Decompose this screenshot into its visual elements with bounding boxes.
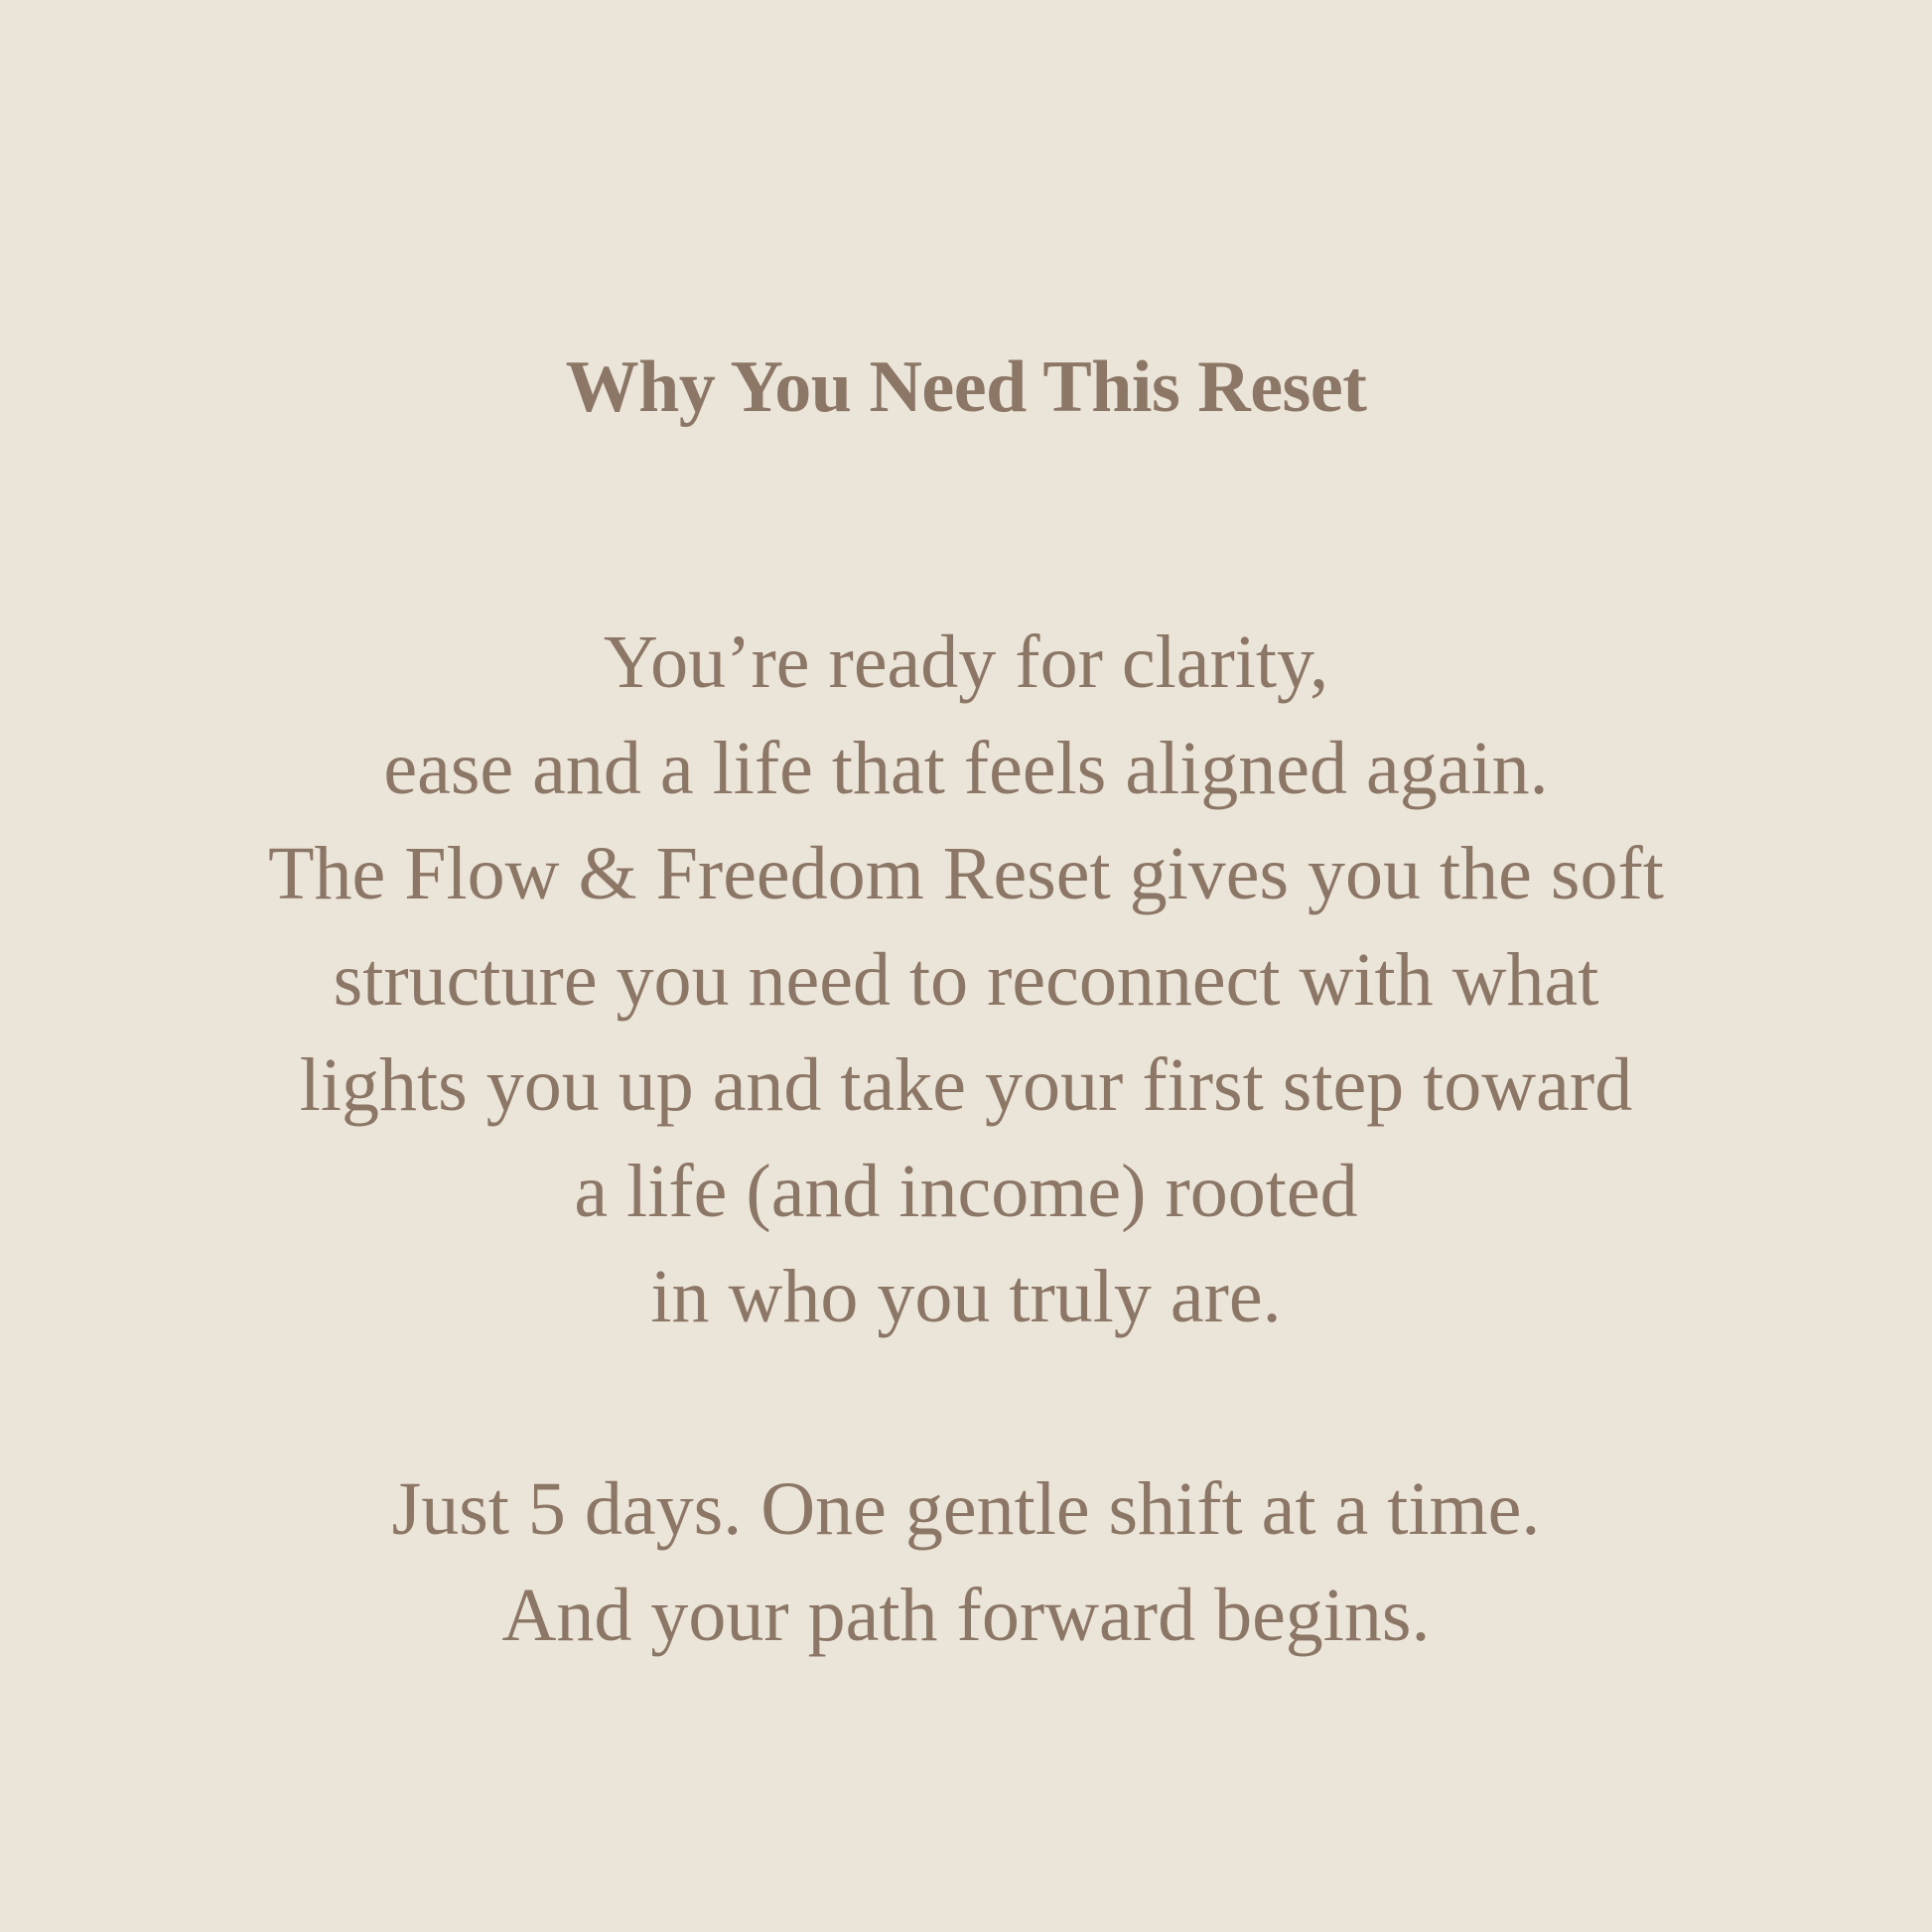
intro-line: a life (and income) rooted — [574, 1149, 1358, 1233]
closing-line: Just 5 days. One gentle shift at a time. — [391, 1467, 1541, 1551]
intro-line: The Flow & Freedom Reset gives you the soft — [268, 832, 1664, 915]
intro-line: ease and a life that feels aligned again. — [383, 726, 1549, 810]
intro-line: You’re ready for clarity, — [603, 621, 1329, 704]
closing-line: And your path forward begins. — [501, 1573, 1431, 1657]
intro-line: structure you need to reconnect with what — [333, 937, 1599, 1022]
intro-paragraph — [0, 610, 1932, 1350]
closing-paragraph — [0, 1456, 1932, 1668]
intro-line: lights you up and take your first step toward — [299, 1043, 1633, 1127]
intro-line: in who you truly are. — [650, 1255, 1282, 1338]
page-title: Why You Need This Reset — [565, 346, 1367, 428]
